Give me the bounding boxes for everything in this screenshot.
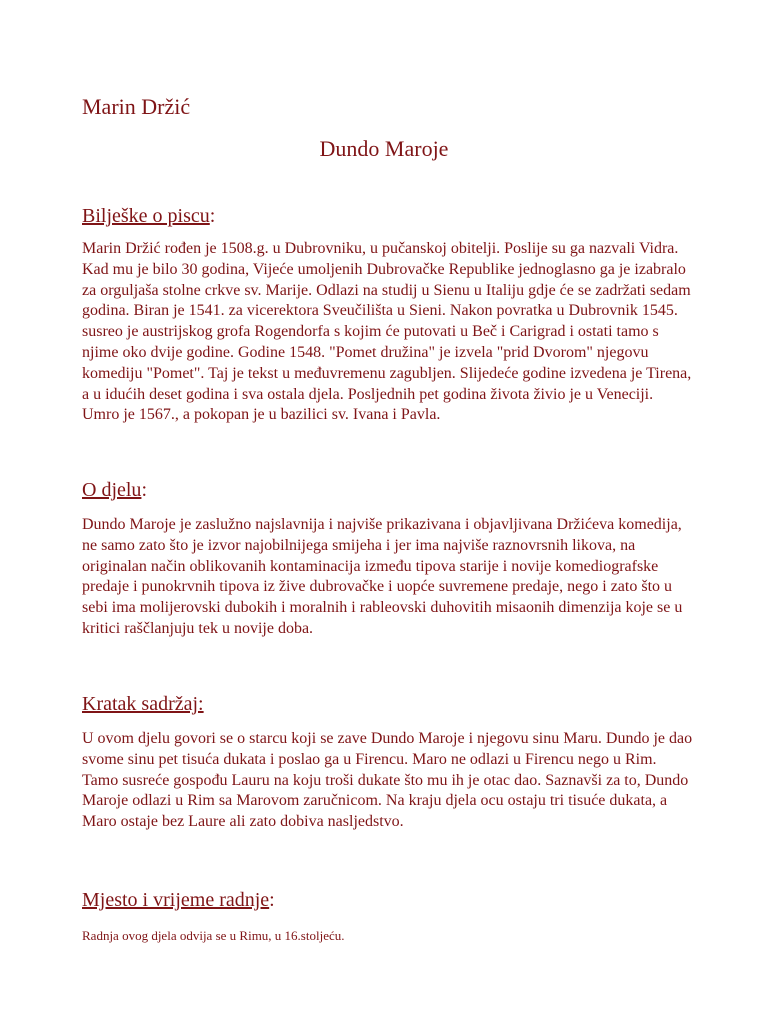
section-paragraph-about-work: Dundo Maroje je zaslužno najslavnija i najviše prikazivana i objavljivana Držićeva komedija, ne samo zato što je izvor najobilnijega smijeha i jer ima najviše raznovrsnih likova, na originalan način oblikovanih kontaminacija između tipova starije i novije komediografske predaje i punokrvnih tipova iz žive dubrovačke i uopće suvremene predaje, nego i zato što u sebi ima molijerovski dubokih i moralnih i rableovski duhovitih misaonih dimenzija koje se u kritici raščlanjuju tek u novije doba. (82, 516, 683, 637)
section-heading-place-time (82, 888, 275, 912)
section-paragraph-place-time: Radnja ovog djela odvija se u Rimu, u 16.stoljeću. (82, 928, 345, 943)
work-title: Dundo Maroje (319, 136, 449, 161)
section-heading-colon: : (269, 889, 275, 911)
section-paragraph-summary: U ovom djelu govori se o starcu koji se zave Dundo Maroje i njegovu sinu Maru. Dundo je dao svome sinu pet tisuća dukata i poslao ga u Firencu. Maro ne odlazi u Firencu nego u Rim. Tamo susreće gospođu Lauru na koju troši dukate što mu ih je otac dao. Saznavši za to, Dundo Maroje odlazi u Rim sa Marovom zaručnicom. Na kraju djela ocu ostaju tri tisuće dukata, a Maro ostaje bez Laure ali zato dobiva nasljedstvo. (82, 730, 693, 831)
section-heading-author-notes (82, 204, 215, 228)
section-heading-summary (82, 692, 204, 716)
author-name: Marin Držić (82, 94, 191, 119)
section-heading-text: O djelu (82, 479, 142, 501)
section-paragraph-author-notes: Marin Držić rođen je 1508.g. u Dubrovniku, u pučanskoj obitelji. Poslije su ga nazvali Vidra. Kad mu je bilo 30 godina, Vijeće umoljenih Dubrovačke Republike jednoglasno ga je izabralo za orguljaša stolne crkve sv. Marije. Odlazi na studij u Sienu u Italiju gdje će se zadržati sedam godina. Biran je 1541. za vicerektora Sveučilišta u Sieni. Nakon povratka u Dubrovnik 1545. susreo je austrijskog grofa Rogendorfa s kojim će putovati u Beč i Carigrad i ostati tamo s njime oko dvije godine. Godine 1548. "Pomet družina" je izvela "prid Dvorom" njegovu komediju "Pomet". Taj je tekst u međuvremenu zagubljen. Slijedeće godine izvedena je Tirena, a u idućih deset godina i sva ostala djela. Posljednih pet godina života živio je u Veneciji. Umro je 1567., a pokopan je u bazilici sv. Ivana i Pavla. (82, 240, 692, 424)
section-heading-text: Kratak sadržaj: (82, 693, 204, 715)
section-heading-text: Mjesto i vrijeme radnje (82, 889, 270, 911)
section-heading-colon: : (209, 205, 216, 227)
section-heading-text: Bilješke o piscu (82, 205, 210, 227)
section-heading-colon: : (141, 479, 147, 501)
section-heading-about-work (82, 478, 147, 502)
